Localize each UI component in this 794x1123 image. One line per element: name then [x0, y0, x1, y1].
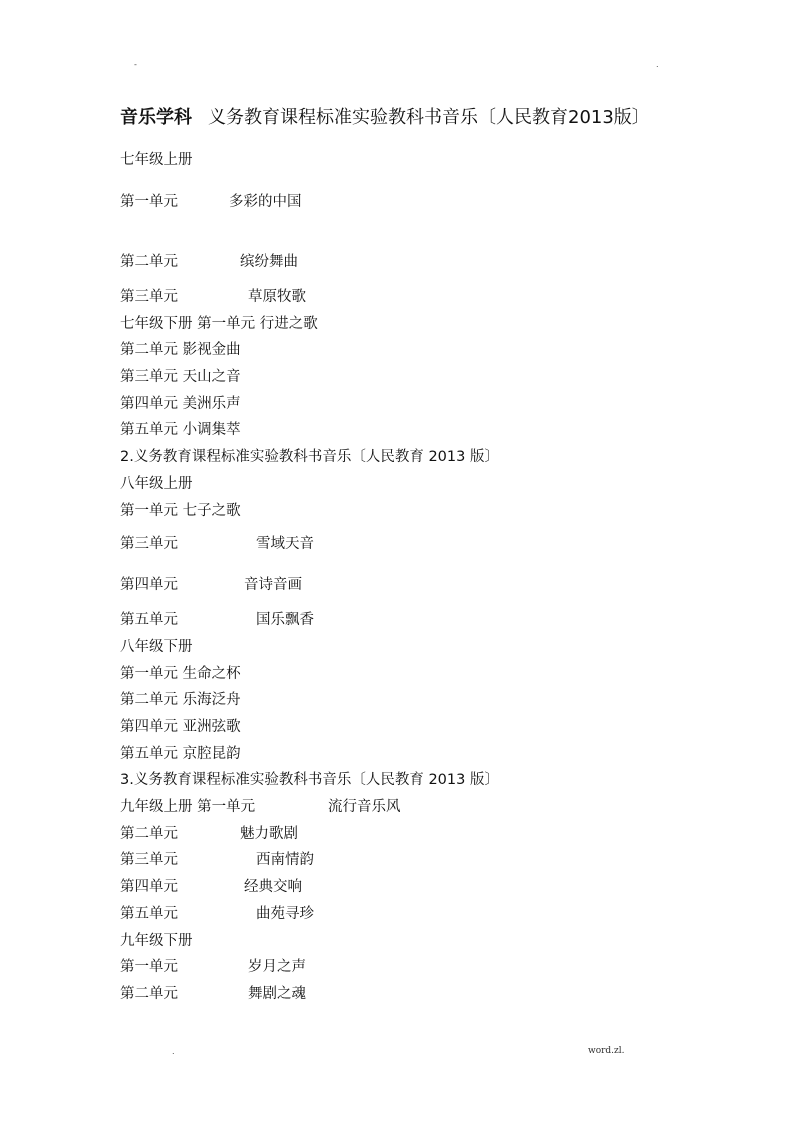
list-item: 第一单元 岁月之声 [120, 959, 306, 975]
list-item: 第一单元 七子之歌 [120, 503, 241, 519]
list-item: 九年级下册 [120, 933, 193, 949]
list-item: 第三单元 草原牧歌 [120, 289, 306, 305]
section-heading: 3.义务教育课程标准实验教科书音乐〔人民教育 2013 版〕 [120, 772, 499, 788]
list-item: 第二单元 缤纷舞曲 [120, 254, 298, 270]
list-item: 九年级上册 第一单元 流行音乐风 [120, 799, 401, 815]
list-item: 第五单元 京腔昆韵 [120, 746, 241, 762]
list-item: 第四单元 亚洲弦歌 [120, 719, 241, 735]
header-left-mark: - [134, 60, 137, 69]
list-item: 第五单元 国乐飘香 [120, 612, 314, 628]
section-heading: 2.义务教育课程标准实验教科书音乐〔人民教育 2013 版〕 [120, 449, 499, 465]
footer-text: word.zl. [588, 1046, 625, 1056]
list-item: 第三单元 天山之音 [120, 369, 241, 385]
list-item: 第二单元 舞剧之魂 [120, 986, 306, 1002]
list-item: 第二单元 魅力歌剧 [120, 826, 298, 842]
list-item: 第四单元 美洲乐声 [120, 396, 241, 412]
list-item: 八年级上册 [120, 476, 193, 492]
subject-label: 音乐学科 [120, 107, 192, 128]
list-item: 第四单元 音诗音画 [120, 577, 302, 593]
document-title [120, 106, 650, 130]
list-item: 七年级下册 第一单元 行进之歌 [120, 316, 318, 332]
list-item: 第一单元 多彩的中国 [120, 194, 302, 210]
list-item: 七年级上册 [120, 152, 193, 168]
list-item: 第三单元 雪域天音 [120, 536, 314, 552]
list-item: 第五单元 曲苑寻珍 [120, 906, 314, 922]
list-item: 第四单元 经典交响 [120, 879, 302, 895]
list-item: 第一单元 生命之杯 [120, 666, 241, 682]
list-item: 第二单元 影视金曲 [120, 342, 241, 358]
footer-left-mark: . [172, 1047, 175, 1056]
list-item: 第五单元 小调集萃 [120, 422, 241, 438]
list-item: 第三单元 西南情韵 [120, 852, 314, 868]
list-item: 八年级下册 [120, 639, 193, 655]
header-right-mark: . [656, 60, 659, 69]
list-item: 第二单元 乐海泛舟 [120, 692, 241, 708]
textbook-title: 义务教育课程标准实验教科书音乐〔人民教育2013版〕 [208, 107, 650, 128]
